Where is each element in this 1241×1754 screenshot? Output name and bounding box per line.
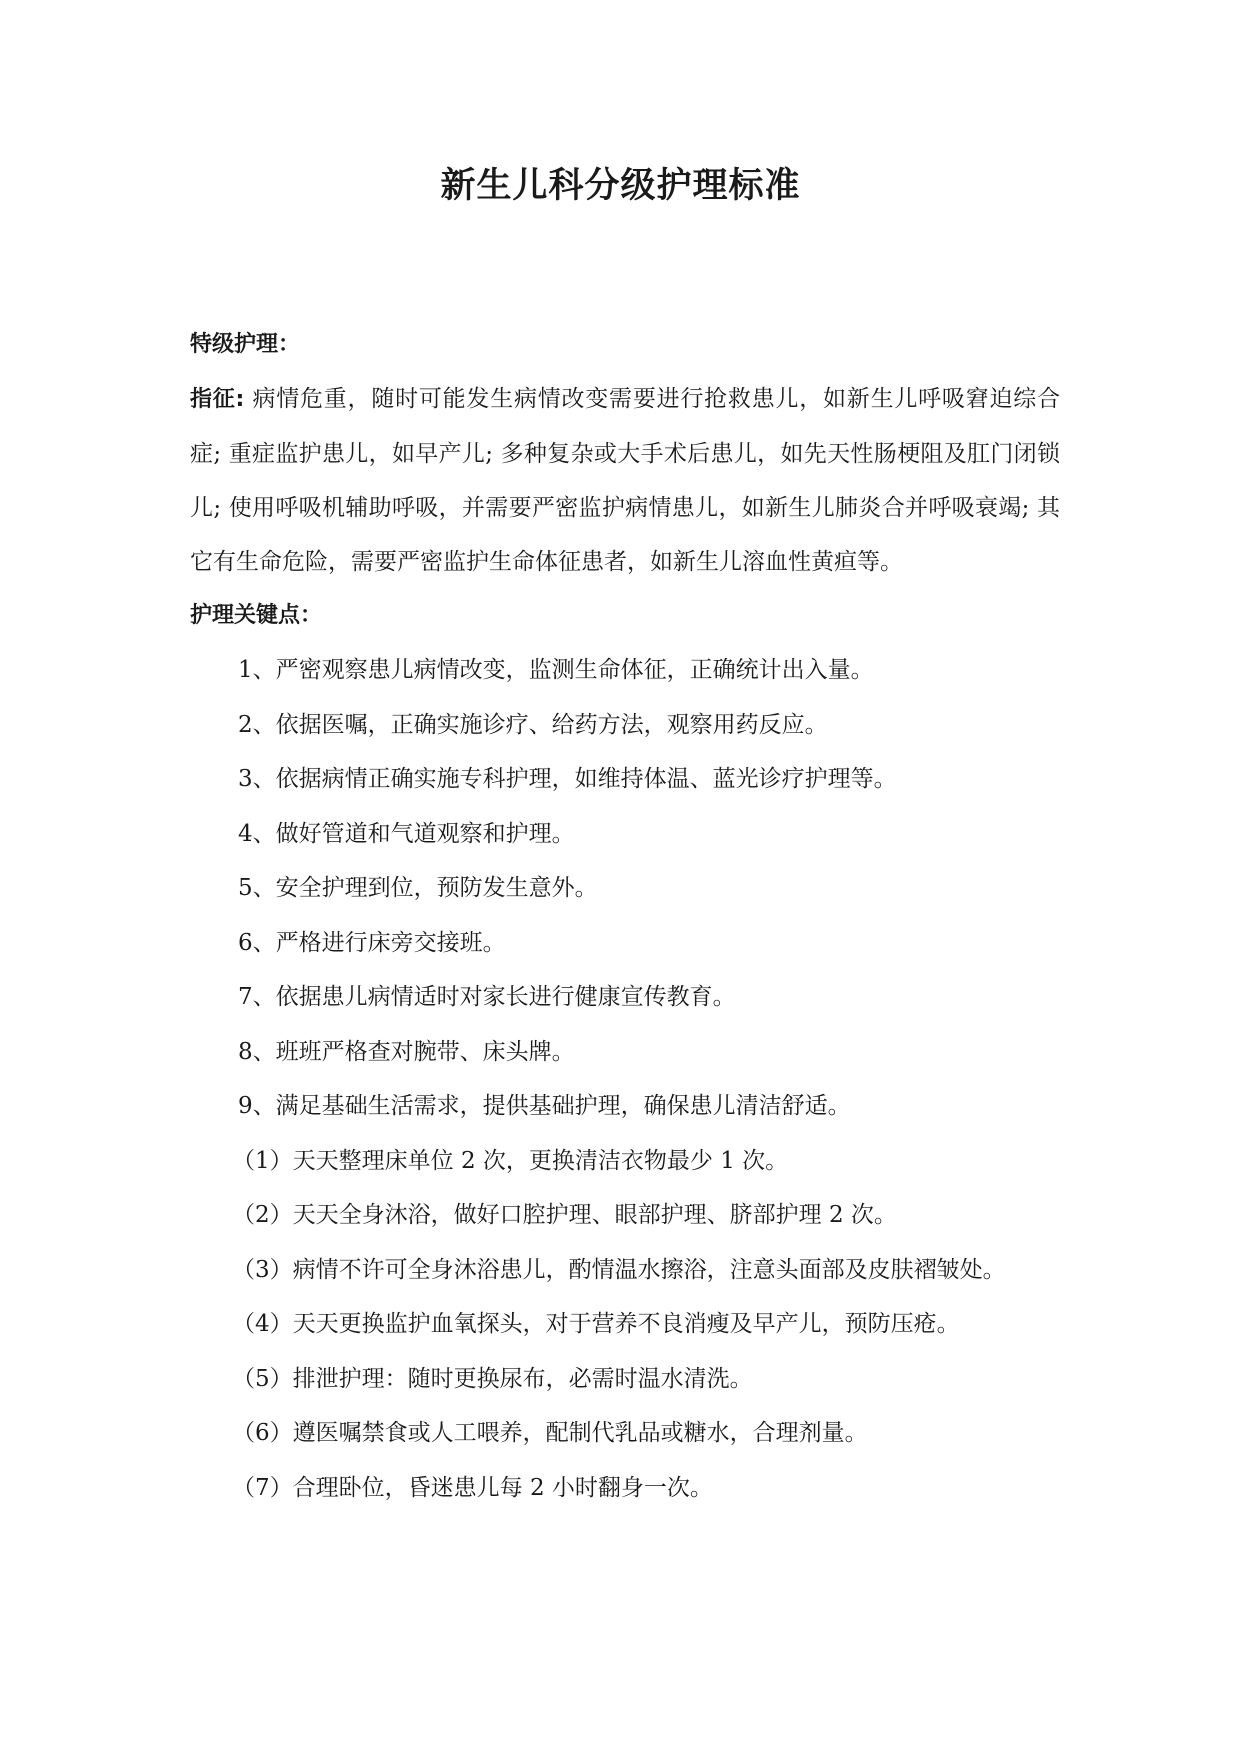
list-item: 1、严密观察患儿病情改变，监测生命体征，正确统计出入量。	[238, 657, 874, 683]
sub-list-item: （7）合理卧位，昏迷患儿每 2 小时翻身一次。	[232, 1474, 713, 1501]
list-item: 2、依据医嘱，正确实施诊疗、给药方法，观察用药反应。	[238, 711, 828, 738]
list-item: 4、做好管道和气道观察和护理。	[238, 820, 575, 847]
indication-label: 指征:	[190, 387, 245, 412]
list-item: 5、安全护理到位，预防发生意外。	[238, 875, 598, 901]
sub-list-item: （2）天天全身沐浴，做好口腔护理、眼部护理、脐部护理 2 次。	[232, 1202, 897, 1228]
sub-list-item: （6）遵医嘱禁食或人工喂养，配制代乳品或糖水，合理剂量。	[232, 1420, 868, 1446]
list-item: 7、依据患儿病情适时对家长进行健康宣传教育。	[238, 984, 736, 1010]
key-points-list	[190, 643, 1060, 1515]
list-item: 6、严格进行床旁交接班。	[238, 929, 506, 956]
document-body	[190, 318, 1060, 1515]
key-points-heading: 护理关键点：	[190, 603, 323, 628]
sub-list-item: （1）天天整理床单位 2 次，更换清洁衣物最少 1 次。	[232, 1147, 789, 1174]
list-item: 9、满足基础生活需求，提供基础护理，确保患儿清洁舒适。	[238, 1093, 851, 1119]
sub-list-item: （5）排泄护理：随时更换尿布，必需时温水清洗。	[232, 1365, 753, 1392]
section-heading: 特级护理：	[190, 332, 301, 357]
page-title: 新生儿科分级护理标准	[440, 166, 801, 206]
sub-list-item: （3）病情不许可全身沐浴患儿，酌情温水擦浴，注意头面部及皮肤褶皱处。	[232, 1256, 1006, 1283]
indication-text: 病情危重，随时可能发生病情改变需要进行抢救患儿，如新生儿呼吸窘迫综合症; 重症监护患儿，如早产儿; 多种复杂或大手术后患儿，如先天性肠梗阻及肛门闭锁儿; 使用呼吸机辅助呼吸，并需要严密监护病情患儿，如新生儿肺炎合并呼吸衰竭; 其它有生命危险，需要严密监护生命体征患者，如新生儿溶血性黄疸等。	[190, 386, 1060, 575]
list-item: 3、依据病情正确实施专科护理，如维持体温、蓝光诊疗护理等。	[238, 766, 897, 792]
sub-list-item: （4）天天更换监护血氧探头，对于营养不良消瘦及早产儿，预防压疮。	[232, 1311, 960, 1337]
list-item: 8、班班严格查对腕带、床头牌。	[238, 1038, 575, 1065]
indication-paragraph	[190, 372, 1060, 589]
